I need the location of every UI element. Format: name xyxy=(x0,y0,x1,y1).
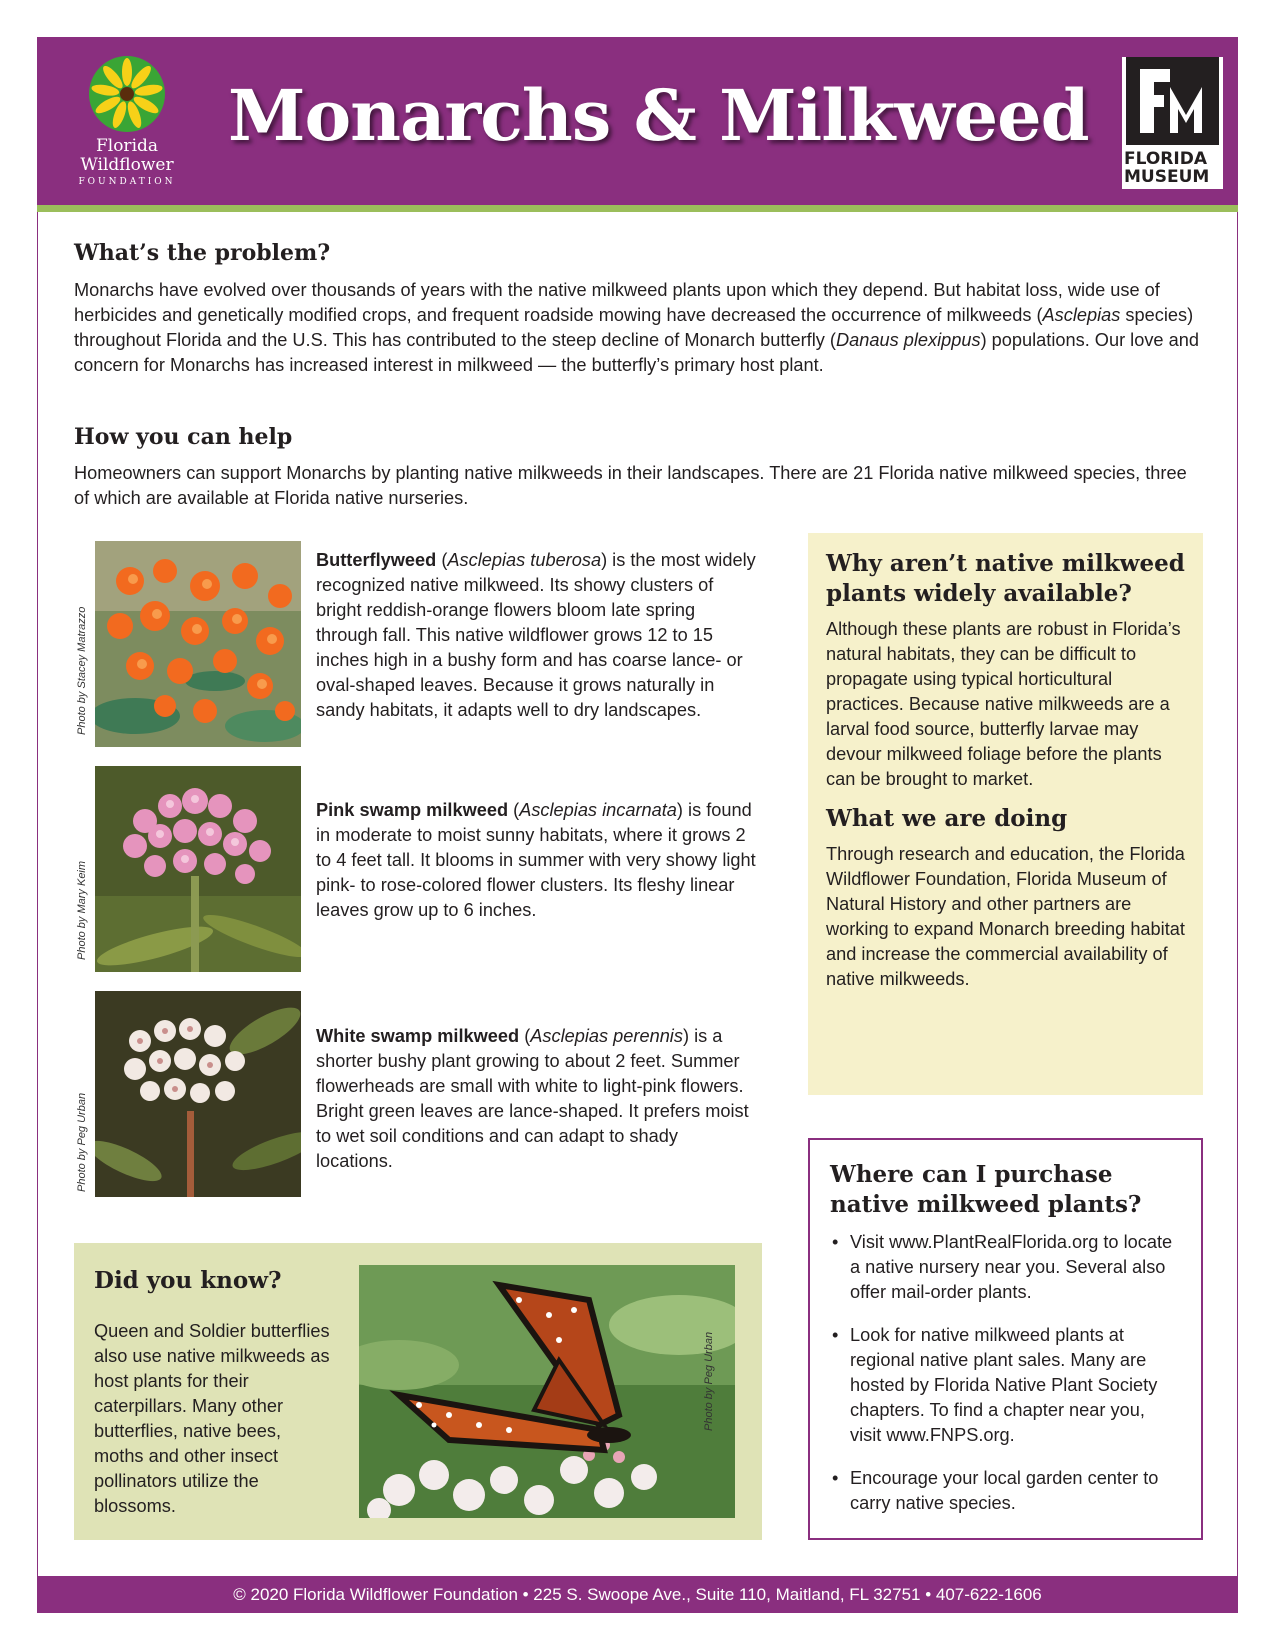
did-you-know-box xyxy=(74,1243,762,1540)
why-heading: Why aren’t native milkweed plants widely available? xyxy=(826,550,1185,607)
why-not-available-box xyxy=(808,533,1203,1095)
why-text: Although these plants are robust in Florida’s natural habitats, they can be difficult to propagate using typical horticultural practices. Because native milkweeds are a larval food source, butterfly larvae may devour milkweed foliage before the plants can be brought to market. xyxy=(826,619,1181,789)
buy-heading: Where can I purchase native milkweed plants? xyxy=(830,1161,1142,1218)
know-heading: Did you know? xyxy=(94,1267,282,1294)
plant-text-white-swamp-milkweed: is a shorter bushy plant growing to about 2 feet. Summer flowerheads are small with white to light-pink flowers. Bright green leaves are lance-shaped. It prefers moist to wet soil conditions and can adapt to shady locations. xyxy=(316,1026,749,1171)
florida-museum-logo xyxy=(1122,57,1223,189)
fwf-logo-line2: Wildflower xyxy=(80,155,174,175)
butterflyweed-description: Butterflyweed (Asclepias tuberosa) is the most widely recognized native milkweed. Its showy clusters of bright reddish-orange flowers bloom late spring through fall. This native wildflower grows 12 to 15 inches high in a bushy form and has coarse lance- or oval-shaped leaves. Because it grows naturally in sandy habitats, it adapts well to dry landscapes. xyxy=(316,550,756,720)
where-to-purchase-box xyxy=(808,1138,1203,1540)
photo-credit-white-swamp-milkweed: Photo by Peg Urban xyxy=(76,1092,88,1192)
butterflyweed-photo xyxy=(95,541,301,747)
buy-list-item: • Encourage your local garden center to carry native species. xyxy=(830,1466,1181,1516)
photo-credit-butterflyweed: Photo by Stacey Matrazzo xyxy=(76,606,88,735)
problem-text-1: Monarchs have evolved over thousands of years with the native milkweed plants upon which they depend. But habitat loss, wide use of herbicides and genetically modified crops, and frequent roadside mowing have decreased the occurrence of milkweeds ( xyxy=(74,280,1160,325)
pink-swamp-milkweed-description: Pink swamp milkweed (Asclepias incarnata) is found in moderate to moist sunny habitats, where it grows 2 to 4 feet tall. It blooms in summer with very showy light pink- to rose-colored flower clusters. Its fleshy linear leaves grow up to 6 inches. xyxy=(316,800,756,920)
problem-text-3: ) populations. Our love and concern for Monarchs has increased interest in milkweed — the butterfly’s primary host plant. xyxy=(74,330,1199,375)
fwf-logo-line3: FOUNDATION xyxy=(78,177,176,187)
doing-text: Through research and education, the Florida Wildflower Foundation, Florida Museum of Natural History and other partners are working to expand Monarch breeding habitat and increase the commercial availability of native milkweeds. xyxy=(826,844,1185,989)
plant-name-white-swamp-milkweed: White swamp milkweed xyxy=(316,1026,520,1046)
plant-text-butterflyweed: is the most widely recognized native milkweed. Its showy clusters of bright reddish-orange flowers bloom late spring through fall. This native wildflower grows 12 to 15 inches high in a bushy form and has coarse lance- or oval-shaped leaves. Because it grows naturally in sandy habitats, it adapts well to dry landscapes. xyxy=(316,550,756,720)
white-swamp-milkweed-description: White swamp milkweed (Asclepias perennis) is a shorter bushy plant growing to about 2 feet. Summer flowerheads are small with white to light-pink flowers. Bright green leaves are lance-shaped. It prefers moist to wet soil conditions and can adapt to shady locations. xyxy=(316,1026,749,1171)
pink-swamp-milkweed-photo xyxy=(95,766,301,972)
problem-latin-asclepias: Asclepias xyxy=(1042,305,1121,325)
plant-name-pink-swamp-milkweed: Pink swamp milkweed xyxy=(316,800,509,820)
footer-bar: © 2020 Florida Wildflower Foundation • 225 S. Swoope Ave., Suite 110, Maitland, FL 32751 • 407-622-1606 xyxy=(37,1576,1238,1613)
fm-logo-line1: FLORIDA xyxy=(1124,149,1207,169)
photo-credit-queen-butterfly: Photo by Peg Urban xyxy=(703,1331,715,1431)
problem-paragraph xyxy=(74,278,1204,378)
plant-latin-white-swamp-milkweed: Asclepias perennis xyxy=(530,1026,683,1046)
know-text: Queen and Soldier butterflies also use native milkweeds as host plants for their caterpillars. Many other butterflies, native bees, moths and other insect pollinators utilize the blossoms. xyxy=(94,1321,330,1516)
buy-list-item: • Visit www.PlantRealFlorida.org to locate a native nursery near you. Several also offer mail-order plants. xyxy=(830,1230,1181,1305)
fm-monogram-icon xyxy=(1126,57,1219,145)
fm-logo-line2: MUSEUM xyxy=(1124,167,1210,187)
doing-heading: What we are doing xyxy=(826,805,1068,832)
problem-latin-danaus: Danaus plexippus xyxy=(835,330,981,350)
plant-latin-pink-swamp-milkweed: Asclepias incarnata xyxy=(519,800,677,820)
plant-latin-butterflyweed: Asclepias tuberosa xyxy=(447,550,602,570)
plant-name-butterflyweed: Butterflyweed xyxy=(316,550,437,570)
problem-text-2: species) throughout Florida and the U.S. This has contributed to the steep decline of Monarch butterfly ( xyxy=(74,305,1194,350)
problem-heading: What’s the problem? xyxy=(74,240,331,266)
buy-list xyxy=(830,1230,1181,1516)
page-title: Monarchs & Milkweed xyxy=(228,74,1089,157)
buy-list-item: • Look for native milkweed plants at regional native plant sales. Many are hosted by Florida Native Plant Society chapters. To find a chapter near you, visit www.FNPS.org. xyxy=(830,1323,1181,1448)
white-swamp-milkweed-photo xyxy=(95,991,301,1197)
header-divider xyxy=(37,205,1238,212)
plant-text-pink-swamp-milkweed: is found in moderate to moist sunny habitats, where it grows 2 to 4 feet tall. It blooms in summer with very showy light pink- to rose-colored flower clusters. Its fleshy linear leaves grow up to 6 inches. xyxy=(316,800,756,920)
fwf-logo-line1: Florida xyxy=(95,136,159,156)
queen-butterfly-photo xyxy=(359,1265,735,1518)
help-heading: How you can help xyxy=(74,424,293,450)
photo-credit-pink-swamp-milkweed: Photo by Mary Keim xyxy=(76,860,88,960)
help-paragraph: Homeowners can support Monarchs by planting native milkweeds in their landscapes. There are 21 Florida native milkweed species, three of which are available at Florida native nurseries. xyxy=(74,463,1187,508)
